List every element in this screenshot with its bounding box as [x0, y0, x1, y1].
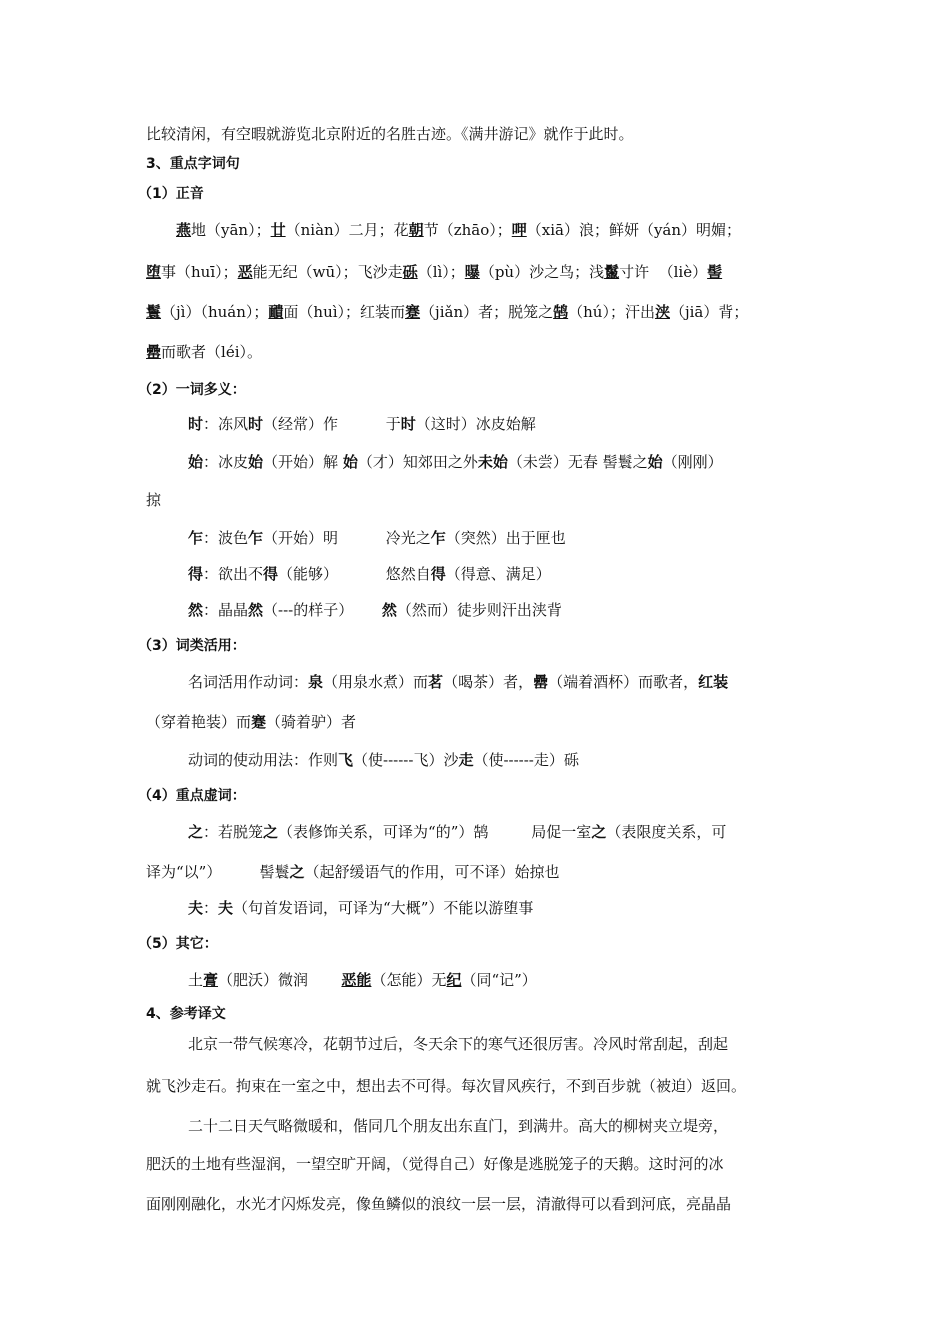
text-run: ：晶晶 [203, 601, 249, 619]
text-run: （jì）（huán）； [161, 303, 269, 321]
subsection-3-heading: （3）词类活用： [138, 638, 246, 654]
text-run: （lì）； [417, 263, 465, 281]
translation-line: 就飞沙走石。拘束在一室之中，想出去不可得。每次冒风疾行，不到百步就（被迫）返回。 [146, 1077, 747, 1095]
bold-word: 茗 [428, 673, 444, 691]
underlined-word: 鬟 [146, 303, 162, 321]
text-run: 而歌者（léi）。 [161, 343, 262, 361]
bold-word: 之 [591, 823, 607, 841]
bold-word: 始 [248, 453, 264, 471]
text-run: 节（zhāo）； [423, 221, 512, 239]
text-run: 寸许 （liè） [619, 263, 708, 281]
section-3-heading: 3、重点字词句 [146, 156, 240, 172]
bold-word: 夫 [188, 899, 204, 917]
underlined-word: 朝 [408, 221, 424, 239]
text-run: （jiā）背； [669, 303, 749, 321]
text-run: （得意、满足） [445, 565, 551, 583]
bold-word: 始 [342, 453, 358, 471]
translation-line: 肥沃的土地有些湿润，一望空旷开阔，（觉得自己）好像是逃脱笼子的天鹅。这时河的冰 [146, 1155, 724, 1173]
text-run: （句首发语词，可译为“大概”）不能以游堕事 [233, 899, 534, 917]
bold-word: 乍 [248, 529, 264, 547]
underlined-word: 砾 [402, 263, 418, 281]
text-run: （能够） 悠然自 [278, 565, 431, 583]
text-run: 名词活用作动词： [188, 673, 309, 691]
bold-word: 时 [400, 415, 416, 433]
underlined-word: 呷 [511, 221, 527, 239]
bold-word: 时 [248, 415, 264, 433]
text-run: （pù）沙之鸟；浅 [479, 263, 605, 281]
text-run: 动词的使动用法：作则 [188, 751, 339, 769]
text-run: ：冰皮 [203, 453, 249, 471]
text-run: ：波色 [203, 529, 249, 547]
text-run: （然而）徒步则汗出浃背 [396, 601, 562, 619]
bold-word: 之 [188, 823, 204, 841]
underlined-word: 浃 [654, 303, 670, 321]
bold-word: 走 [458, 751, 474, 769]
text-run: （喝茶）者， [443, 673, 534, 691]
duoyi-line [188, 600, 562, 620]
underlined-word: 鬣 [604, 263, 620, 281]
text-run: ：欲出不 [203, 565, 264, 583]
text-run: （xiā）浪；鲜妍（yán）明媚； [526, 221, 742, 239]
underlined-word: 恶 [237, 263, 253, 281]
text-run: 面（huì）；红装而 [283, 303, 406, 321]
huoyong-line [188, 672, 728, 692]
bold-word: 未始 [477, 453, 508, 471]
text-run: ：冻风 [203, 415, 249, 433]
text-run: （表限度关系，可 [606, 823, 727, 841]
underlined-word: 靧 [268, 303, 284, 321]
text-run: （突然）出于匣也 [445, 529, 566, 547]
text-run: 译为“以”） 髻鬟 [146, 863, 290, 881]
text-run: 事（huī）； [161, 263, 238, 281]
bold-word: 得 [188, 565, 204, 583]
bold-word: 蹇 [251, 713, 267, 731]
text-run: ： [203, 899, 219, 917]
huoyong-line [146, 712, 356, 732]
text-run: （骑着驴）者 [266, 713, 357, 731]
text-run: （怎能）无 [371, 971, 447, 989]
underlined-word: 燕 [176, 221, 192, 239]
duoyi-line [188, 528, 566, 548]
subsection-1-heading: （1）正音 [138, 186, 204, 202]
text-run: ：若脱笼 [203, 823, 264, 841]
translation-line: 二十二日天气略微暖和，偕同几个朋友出东直门，到满井。高大的柳树夹立堤旁， [188, 1117, 729, 1135]
bold-word: 乍 [430, 529, 446, 547]
zhengyin-line [176, 220, 741, 240]
zhengyin-line [146, 342, 262, 362]
text-run: （niàn）二月；花 [285, 221, 409, 239]
bold-word: 之 [289, 863, 305, 881]
text-run: （使------走）砾 [473, 751, 579, 769]
underlined-word: 廿 [270, 221, 286, 239]
underlined-word: 罍 [146, 343, 162, 361]
text-run: （起舒缓语气的作用，可不译）始掠也 [304, 863, 560, 881]
bold-word: 然 [248, 601, 264, 619]
zhengyin-line [146, 302, 748, 322]
subsection-5-heading: （5）其它： [138, 936, 218, 952]
text-run: （---的样子） [263, 601, 382, 619]
bold-word: 始 [647, 453, 663, 471]
text-run: （这时）冰皮始解 [415, 415, 536, 433]
bold-word: 始 [188, 453, 204, 471]
text-run: （同“记”） [461, 971, 537, 989]
bold-word: 夫 [218, 899, 234, 917]
text-run: （hú）；汗出 [568, 303, 655, 321]
text-run: （未尝）无春 髻鬟之 [507, 453, 648, 471]
text-run: 能无纪（wū）；飞沙走 [252, 263, 403, 281]
translation-line: 北京一带气候寒冷，花朝节过后，冬天余下的寒气还很厉害。冷风时常刮起，刮起 [188, 1035, 729, 1053]
text-run: 掠 [146, 491, 162, 509]
text-run: （开始）明 冷光之 [263, 529, 431, 547]
underlined-word: 堕 [146, 263, 162, 281]
underlined-word: 纪 [446, 971, 462, 989]
intro-line: 比较清闲，有空暇就游览北京附近的名胜古迹。《满井游记》就作于此时。 [146, 125, 634, 143]
section-4-heading: 4、参考译文 [146, 1006, 226, 1022]
text-run: （开始）解 [263, 453, 343, 471]
text-run: 土 [188, 971, 204, 989]
underlined-word: 恶能 [341, 971, 372, 989]
xuci-line [188, 898, 533, 918]
subsection-4-heading: （4）重点虚词： [138, 788, 246, 804]
text-run: （肥沃）微润 [218, 971, 342, 989]
underlined-word: 曝 [464, 263, 480, 281]
huoyong-line [188, 750, 579, 770]
bold-word: 然 [188, 601, 204, 619]
text-run: （刚刚） [662, 453, 723, 471]
duoyi-line [188, 452, 723, 472]
translation-line: 面刚刚融化，水光才闪烁发亮，像鱼鳞似的浪纹一层一层，清澈得可以看到河底，亮晶晶 [146, 1195, 732, 1213]
duoyi-line [188, 414, 536, 434]
text-run: （经常）作 于 [263, 415, 401, 433]
xuci-line [188, 822, 726, 842]
bold-word: 之 [263, 823, 279, 841]
xuci-line [146, 862, 560, 882]
zhengyin-line [146, 262, 722, 282]
text-run: （使------飞）沙 [353, 751, 459, 769]
bold-word: 得 [263, 565, 279, 583]
text-run: 地（yān）； [191, 221, 271, 239]
qita-line [188, 970, 537, 990]
underlined-word: 膏 [203, 971, 219, 989]
text-run: （用泉水煮）而 [323, 673, 429, 691]
bold-word: 罍 [533, 673, 549, 691]
bold-word: 得 [430, 565, 446, 583]
bold-word: 然 [381, 601, 397, 619]
underlined-word: 鹄 [553, 303, 569, 321]
subsection-2-heading: （2）一词多义： [138, 382, 246, 398]
text-run: （表修饰关系，可译为“的”）鹄 局促一室 [278, 823, 592, 841]
duoyi-line [188, 564, 551, 584]
text-run: （才）知郊田之外 [357, 453, 478, 471]
text-run: （jiǎn）者；脱笼之 [420, 303, 554, 321]
text-run: （端着酒杯）而歌者， [548, 673, 699, 691]
bold-word: 飞 [338, 751, 354, 769]
underlined-word: 蹇 [405, 303, 421, 321]
bold-word: 乍 [188, 529, 204, 547]
underlined-word: 髻 [707, 263, 723, 281]
bold-word: 时 [188, 415, 204, 433]
bold-word: 红装 [698, 673, 729, 691]
bold-word: 泉 [308, 673, 324, 691]
duoyi-line [146, 490, 161, 510]
text-run: （穿着艳装）而 [146, 713, 252, 731]
